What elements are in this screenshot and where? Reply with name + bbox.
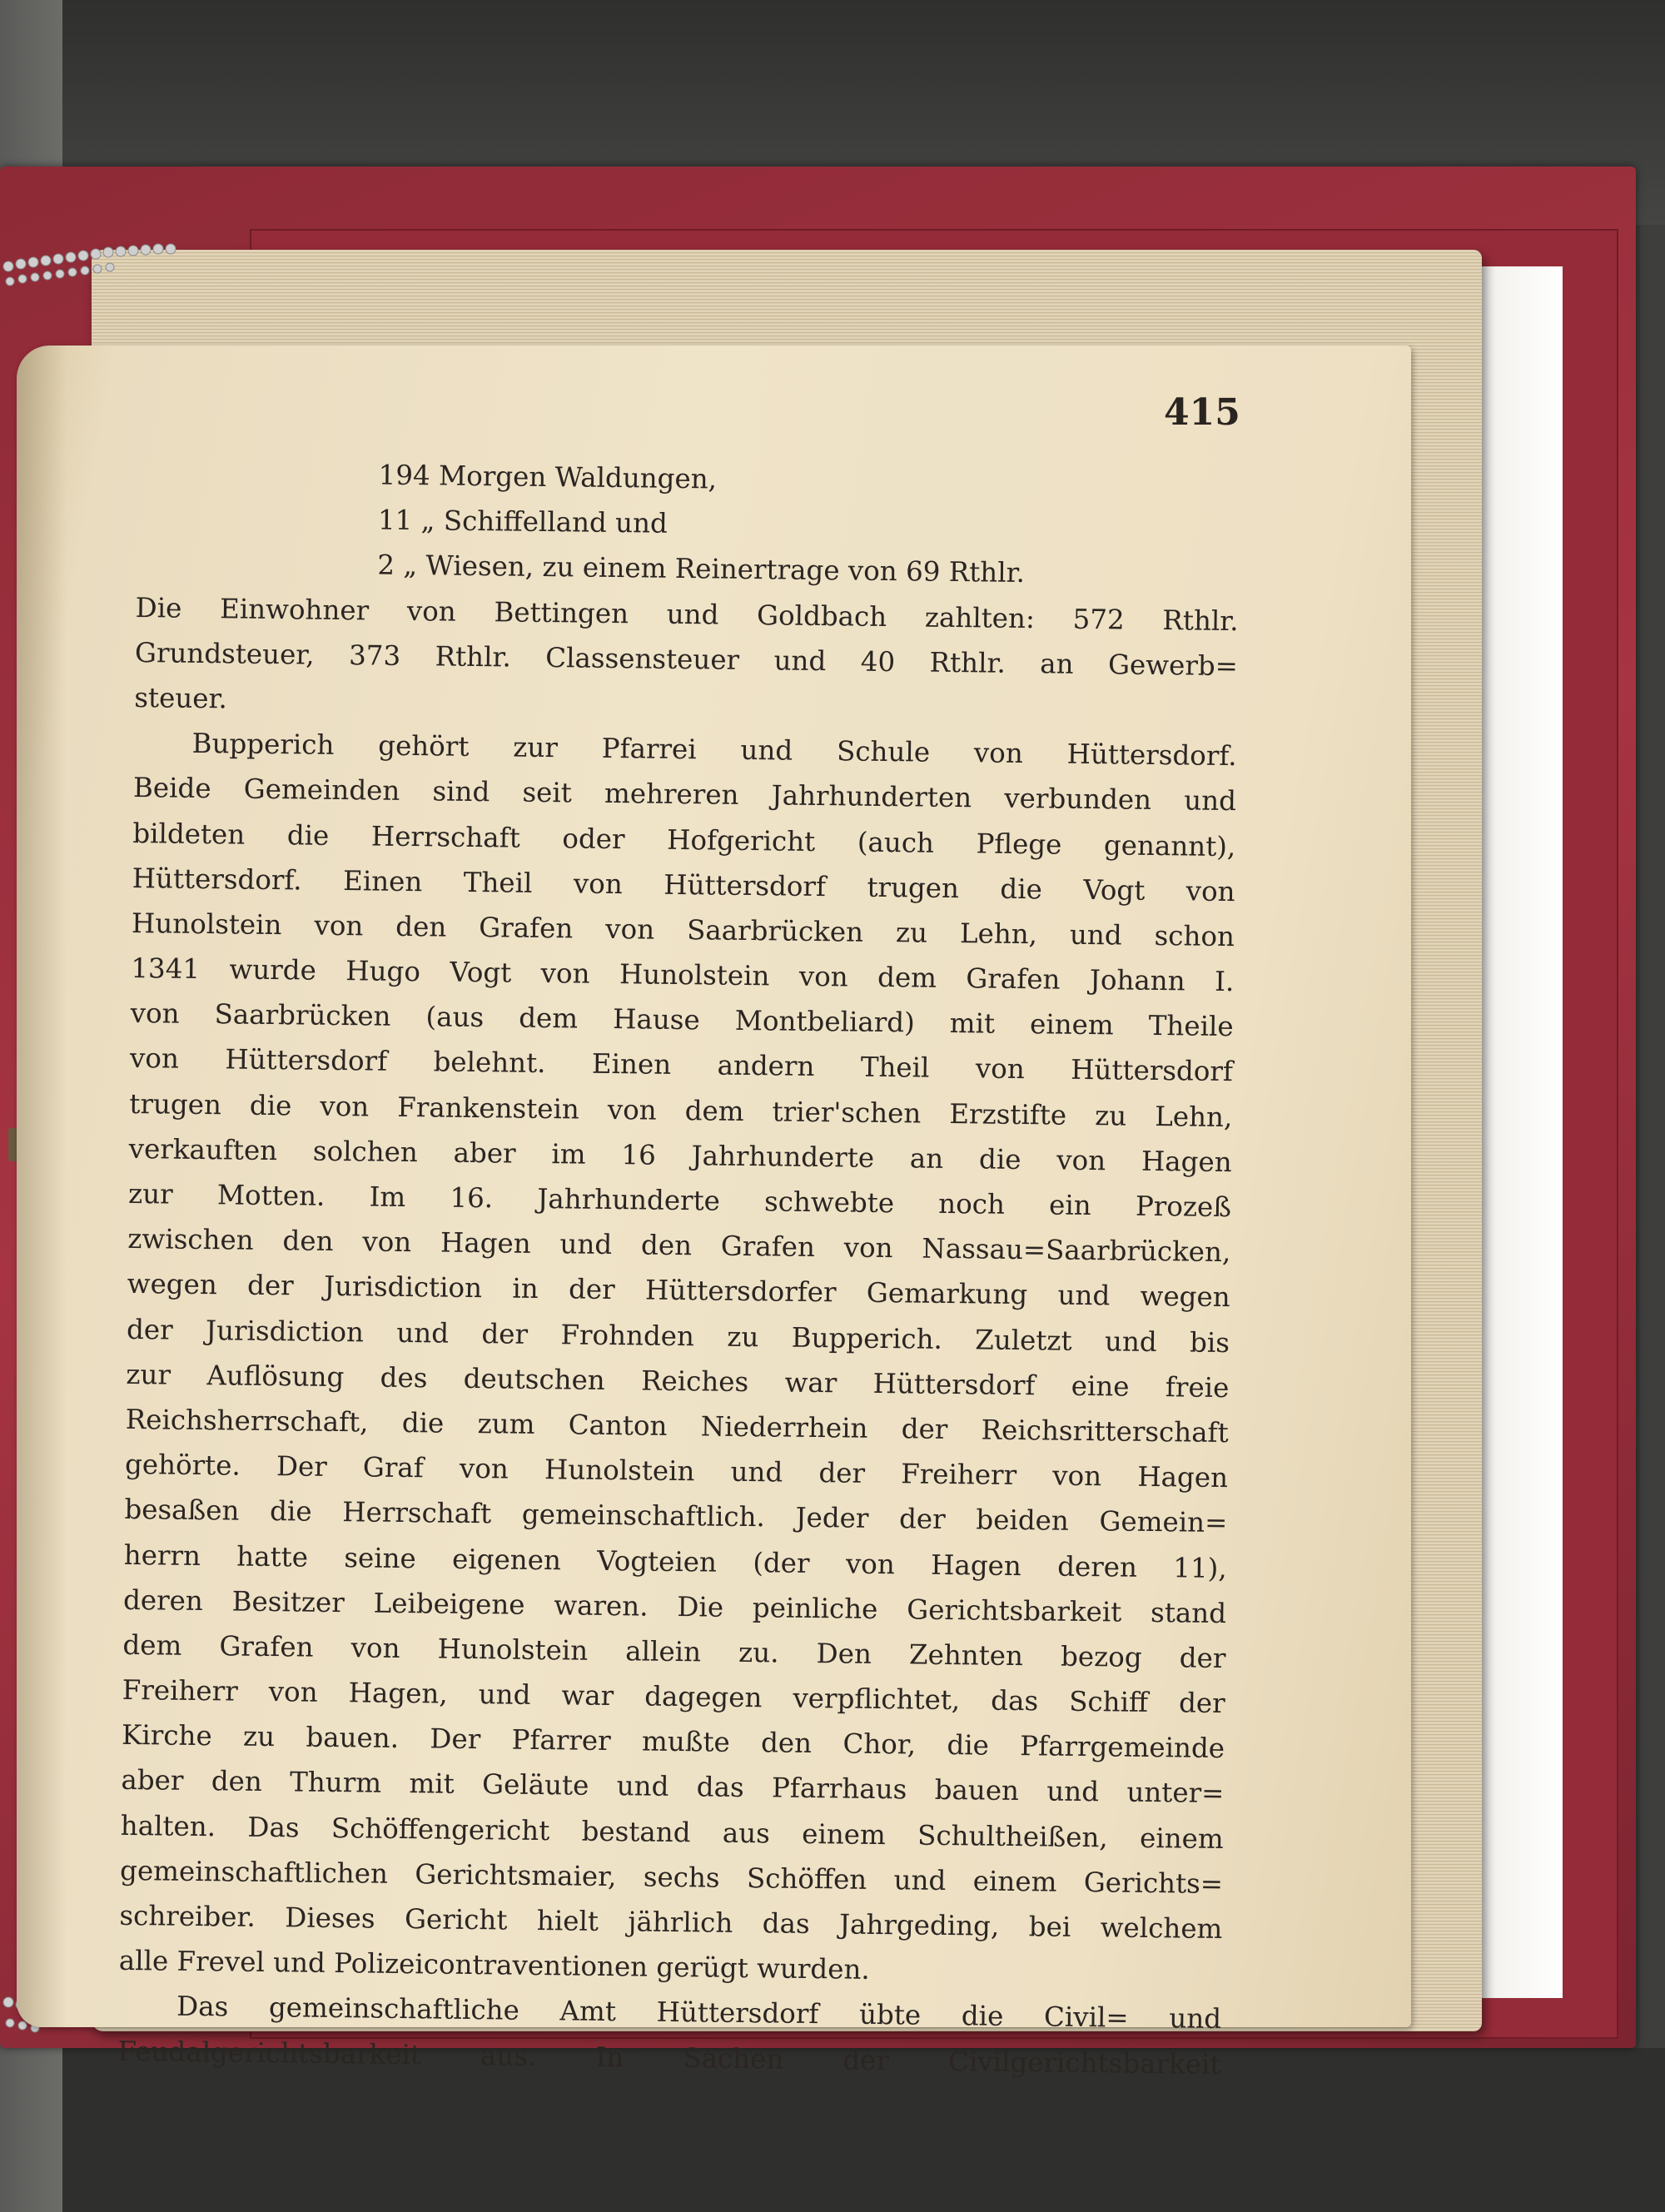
page-text	[117, 450, 1240, 2087]
page-number: 415	[1164, 391, 1240, 434]
text-line: der Jurisdiction und der Frohnden zu Bupperich. Zuletzt und bis	[126, 1313, 1230, 1359]
text-line: steuer.	[134, 681, 228, 715]
text-line: dem Grafen von Hunolstein allein zu. Den Zehnten bezog der	[122, 1628, 1226, 1674]
text-line: verkauften solchen aber im 16 Jahrhunderte an die von Hagen	[128, 1132, 1232, 1178]
text-line: deren Besitzer Leibeigene waren. Die peinliche Gerichtsbarkeit stand	[122, 1583, 1227, 1629]
text-line: 194 Morgen Waldungen,	[378, 459, 718, 495]
text-line: wegen der Jurisdiction in der Hüttersdorfer Gemarkung und wegen	[127, 1268, 1230, 1314]
text-line: halten. Das Schöffengericht bestand aus einem Schultheißen, einem	[120, 1809, 1224, 1855]
text-line: Bupperich gehört zur Pfarrei und Schule von Hüttersdorf.	[191, 727, 1237, 773]
text-line: bildeten die Herrschaft oder Hofgericht (auch Pflege genannt),	[132, 817, 1236, 862]
text-line: gemeinschaftlichen Gerichtsmaier, sechs Schöffen und einem Gerichts=	[119, 1854, 1224, 1900]
text-line: Beide Gemeinden sind seit mehreren Jahrhunderten verbunden und	[132, 772, 1237, 818]
text-line: zur Motten. Im 16. Jahrhunderte schwebte noch ein Prozeß	[127, 1177, 1232, 1224]
background-right	[1640, 225, 1665, 2212]
text-line: aber den Thurm mit Geläute und das Pfarrhaus bauen und unter=	[121, 1764, 1225, 1810]
text-line: Das gemeinschaftliche Amt Hüttersdorf übte die Civil= und	[176, 1991, 1222, 2036]
text-line: Grundsteuer, 373 Rthlr. Classensteuer und 40 Rthlr. an Gewerb=	[134, 636, 1239, 682]
text-line: zur Auflösung des deutschen Reiches war Hüttersdorf eine freie	[126, 1358, 1230, 1404]
page-gutter-shadow	[17, 345, 67, 2027]
text-line: von Saarbrücken (aus dem Hause Montbeliard) mit einem Theile	[130, 997, 1234, 1043]
text-line: Hüttersdorf. Einen Theil von Hüttersdorf trugen die Vogt von	[132, 862, 1235, 907]
text-line: Reichsherrschaft, die zum Canton Niederrhein der Reichsritterschaft	[125, 1403, 1229, 1449]
text-line: von Hüttersdorf belehnt. Einen andern Theil von Hüttersdorf	[129, 1042, 1234, 1088]
text-line: Feudalgerichtsbarkeit aus. In Sachen der Civilgerichtsbarkeit	[117, 2035, 1221, 2080]
spine-cords	[0, 241, 191, 300]
text-line: Die Einwohner von Bettingen und Goldbach zahlten: 572 Rthlr.	[135, 591, 1239, 637]
text-line: 11 „ Schiffelland und	[377, 504, 668, 539]
text-line: besaßen die Herrschaft gemeinschaftlich. Jeder der beiden Gemein=	[124, 1494, 1228, 1539]
text-line: herrn hatte seine eigenen Vogteien (der von Hagen deren 11),	[123, 1538, 1227, 1584]
text-line: Freiherr von Hagen, und war dagegen verpflichtet, das Schiff der	[122, 1673, 1225, 1720]
text-line: trugen die von Frankenstein von dem trier'schen Erzstifte zu Lehn,	[129, 1087, 1233, 1133]
text-line: Kirche zu bauen. Der Pfarrer mußte den Chor, die Pfarrgemeinde	[121, 1719, 1225, 1765]
text-line: schreiber. Dieses Gericht hielt jährlich das Jahrgeding, bei welchem	[119, 1899, 1223, 1946]
text-line: gehörte. Der Graf von Hunolstein und der Freiherr von Hagen	[124, 1449, 1229, 1494]
text-line: alle Frevel und Polizeicontraventionen gerügt wurden.	[118, 1945, 870, 1986]
text-line: 1341 wurde Hugo Vogt von Hunolstein von dem Grafen Johann I.	[131, 952, 1235, 998]
text-line: Hunolstein von den Grafen von Saarbrücken zu Lehn, und schon	[131, 907, 1235, 953]
text-line: zwischen den von Hagen und den Grafen von Nassau=Saarbrücken,	[127, 1223, 1231, 1269]
text-line: 2 „ Wiesen, zu einem Reinertrage von 69 Rthlr.	[377, 549, 1026, 589]
